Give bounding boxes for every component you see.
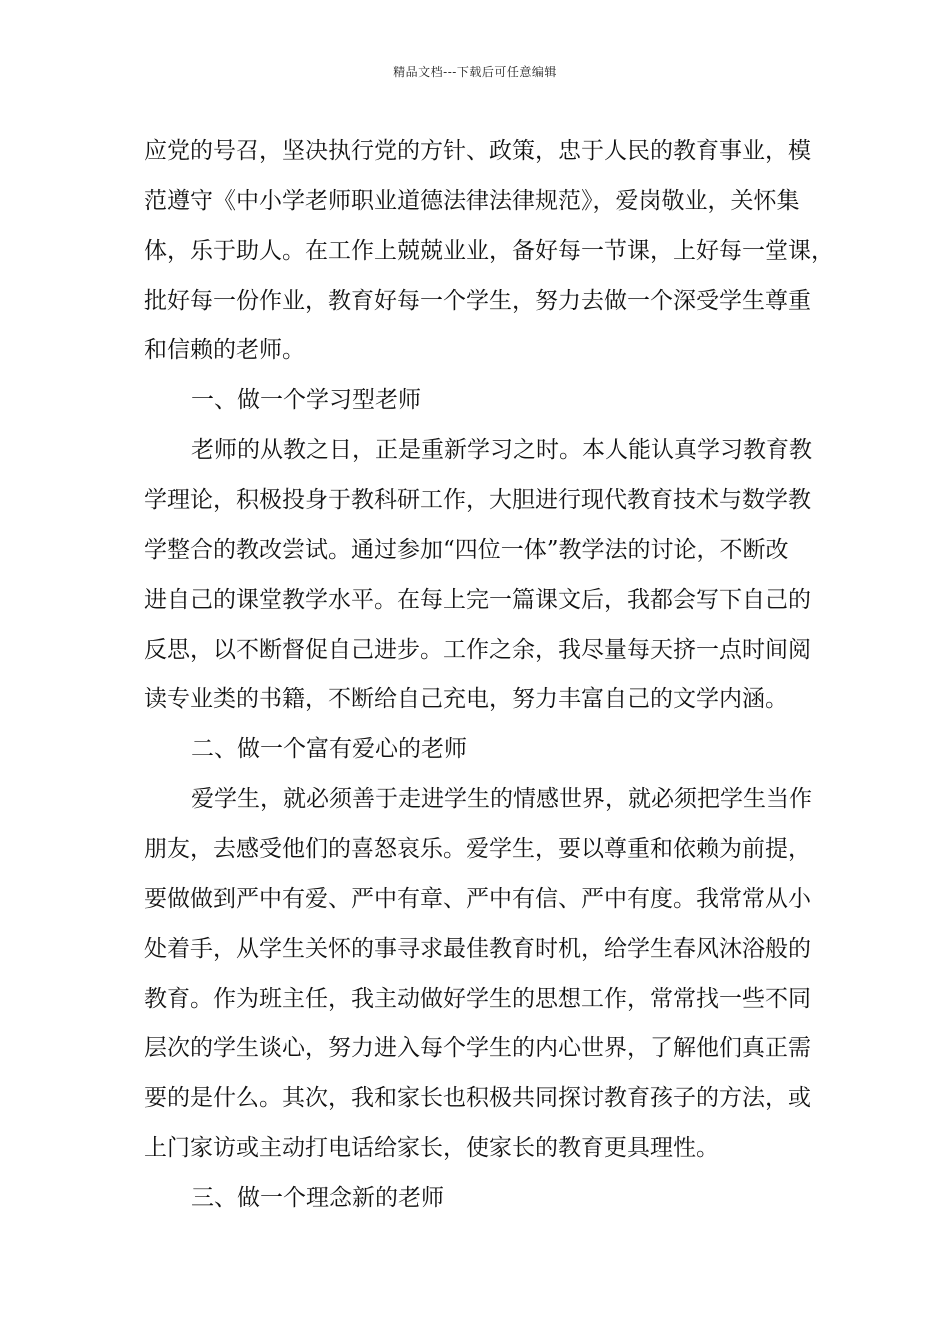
body-line: 要做做到严中有爱、严中有章、严中有信、严中有度。我常常从小 bbox=[144, 886, 811, 912]
body-line: 批好每一份作业，教育好每一个学生，努力去做一个深受学生尊重 bbox=[144, 288, 811, 314]
body-line: 进自己的课堂教学水平。在每上完一篇课文后，我都会写下自己的 bbox=[144, 587, 811, 613]
body-line: 朋友，去感受他们的喜怒哀乐。爱学生，要以尊重和依赖为前提， bbox=[144, 836, 811, 862]
body-line: 要的是什么。其次，我和家长也积极共同探讨教育孩子的方法，或 bbox=[144, 1085, 811, 1111]
body-line: 学整合的教改尝试。通过参加“四位一体”教学法的讨论，不断改 bbox=[144, 537, 789, 563]
body-line: 和信赖的老师。 bbox=[144, 337, 305, 363]
paragraph-first-line: 老师的从教之日，正是重新学习之时。本人能认真学习教育教 bbox=[191, 437, 812, 463]
body-line: 学理论，积极投身于教科研工作，大胆进行现代教育技术与数学教 bbox=[144, 487, 811, 513]
section-heading: 二、做一个富有爱心的老师 bbox=[191, 736, 467, 762]
page-header: 精品文档---下载后可任意编辑 bbox=[393, 65, 557, 79]
body-line: 范遵守《中小学老师职业道德法律法律规范》，爱岗敬业，关怀集 bbox=[144, 188, 800, 214]
body-line: 应党的号召，坚决执行党的方针、政策，忠于人民的教育事业，模 bbox=[144, 138, 811, 164]
body-line: 处着手，从学生关怀的事寻求最佳教育时机，给学生春风沐浴般的 bbox=[144, 936, 811, 962]
body-line: 层次的学生谈心，努力进入每个学生的内心世界，了解他们真正需 bbox=[144, 1035, 811, 1061]
section-heading: 三、做一个理念新的老师 bbox=[191, 1185, 444, 1211]
body-line: 教育。作为班主任，我主动做好学生的思想工作，常常找一些不同 bbox=[144, 986, 811, 1012]
section-heading: 一、做一个学习型老师 bbox=[191, 387, 421, 413]
body-line: 体，乐于助人。在工作上兢兢业业，备好每一节课，上好每一堂课， bbox=[144, 238, 834, 264]
paragraph-first-line: 爱学生，就必须善于走进学生的情感世界，就必须把学生当作 bbox=[191, 786, 812, 812]
body-line: 上门家访或主动打电话给家长，使家长的教育更具理性。 bbox=[144, 1135, 719, 1161]
body-line: 反思，以不断督促自己进步。工作之余，我尽量每天挤一点时间阅 bbox=[144, 637, 811, 663]
body-line: 读专业类的书籍，不断给自己充电，努力丰富自己的文学内涵。 bbox=[144, 686, 788, 712]
